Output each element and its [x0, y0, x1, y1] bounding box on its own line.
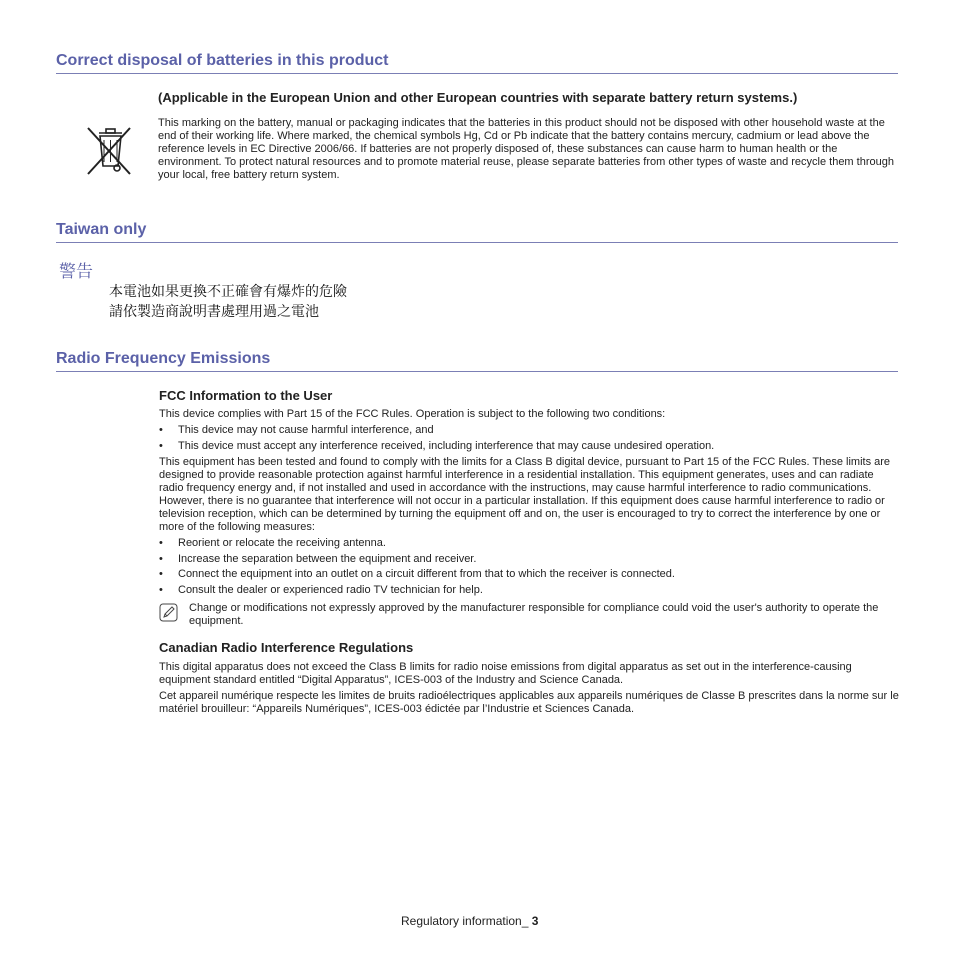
bullet-mark: •	[159, 537, 163, 549]
list-item-text: Increase the separation between the equipment and receiver.	[178, 553, 477, 565]
list-item-text: This device may not cause harmful interference, and	[178, 424, 434, 436]
list-item-text: Reorient or relocate the receiving antenna.	[178, 537, 386, 549]
canadian-french-text: Cet appareil numérique respecte les limites de bruits radioélectriques applicables aux appareils numériques de Classe B prescrites dans la norme sur le matériel brouilleur: “Appareils Numériques”, ICES-003 édictée par l’Industrie et Sciences Canada.	[159, 690, 899, 715]
fcc-body-text: This equipment has been tested and found to comply with the limits for a Class B digital device, pursuant to Part 15 of the FCC Rules. These limits are designed to provide reasonable protection against harmful interference in a residential installation. This equipment generates, uses and can radiate radio frequency energy and, if not installed and used in accordance with the instructions, may cause harmful interference to radio communications. However, there is no guarantee that interference will not occur in a particular installation. If this equipment does cause harmful interference to radio or television reception, which can be determined by turning the equipment off and on, the user is encouraged to try to correct the interference by one or more of the following measures:	[159, 456, 891, 533]
bullet-mark: •	[159, 568, 163, 580]
page-footer	[401, 914, 538, 928]
radio-section-title: Radio Frequency Emissions	[56, 350, 898, 372]
list-item-text: This device must accept any interference received, including interference that may cause undesired operation.	[178, 440, 715, 452]
taiwan-warning-line-2: 請依製造商說明書處理用過之電池	[109, 304, 319, 320]
canadian-english-text: This digital apparatus does not exceed the Class B limits for radio noise emissions from digital apparatus as set out in the interference-causing equipment standard entitled “Digital Apparatus”, ICES-003 of the Industry and Science Canada.	[159, 661, 852, 686]
battery-section-title: Correct disposal of batteries in this product	[56, 52, 898, 74]
bullet-mark: •	[159, 424, 163, 436]
fcc-note-text: Change or modifications not expressly approved by the manufacturer responsible for compliance could void the user's authority to operate the equipment.	[189, 602, 879, 627]
fcc-heading: FCC Information to the User	[159, 388, 333, 403]
battery-body-text: This marking on the battery, manual or packaging indicates that the batteries in this product should not be disposed with other household waste at the end of their working life. Where marked, the chemical symbols Hg, Cd or Pb indicate that the battery contains mercury, cadmium or lead above the reference levels in EC Directive 2006/66. If batteries are not properly disposed of, these substances can cause harm to human health or the environment. To protect natural resources and to promote material reuse, please separate batteries from other types of waste and recycle them through your local, free battery return system.	[158, 117, 894, 181]
bullet-mark: •	[159, 440, 163, 452]
canadian-heading: Canadian Radio Interference Regulations	[159, 640, 414, 655]
taiwan-warning-label: 警告	[59, 262, 93, 282]
bullet-mark: •	[159, 553, 163, 565]
battery-applicable-note: (Applicable in the European Union and other European countries with separate battery return systems.)	[158, 90, 798, 105]
list-item-text: Connect the equipment into an outlet on a circuit different from that to which the receiver is connected.	[178, 568, 675, 580]
footer-label: Regulatory information_	[401, 914, 529, 928]
taiwan-warning-line-1: 本電池如果更換不正確會有爆炸的危險	[109, 284, 347, 300]
page-number: 3	[531, 914, 539, 928]
note-pencil-icon	[159, 603, 178, 622]
fcc-intro: This device complies with Part 15 of the FCC Rules. Operation is subject to the following two conditions:	[159, 408, 666, 420]
taiwan-section-title: Taiwan only	[56, 221, 898, 243]
bullet-mark: •	[159, 584, 163, 596]
crossed-out-wheelie-bin-icon	[80, 124, 136, 178]
list-item-text: Consult the dealer or experienced radio TV technician for help.	[178, 584, 483, 596]
